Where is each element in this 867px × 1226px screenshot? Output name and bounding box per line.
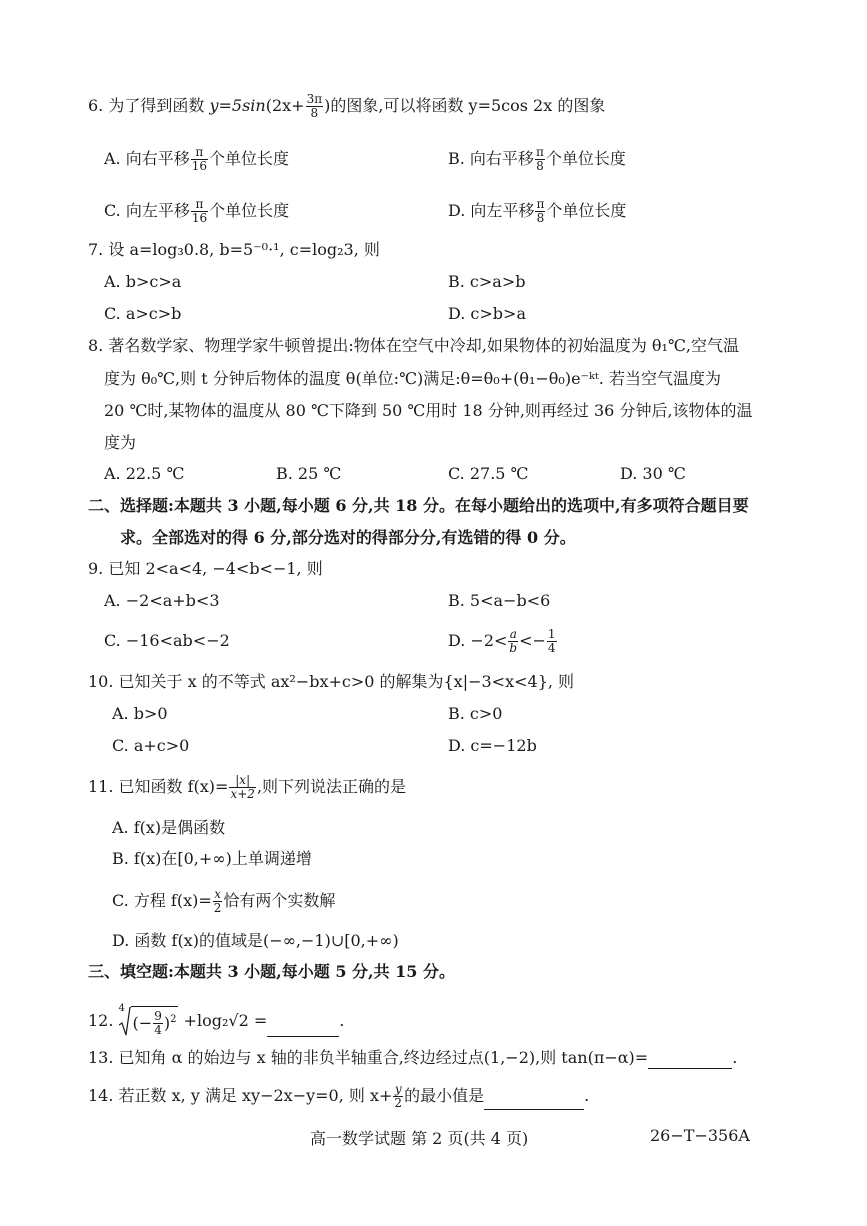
- q11-c-post: 恰有两个实数解: [223, 891, 336, 910]
- q8-line-2: 度为 θ₀℃,则 t 分钟后物体的温度 θ(单位:℃)满足:θ=θ₀+(θ₁−θ₀)e⁻ᵏᵗ. 若当空气温度为: [104, 369, 721, 388]
- q12-radicand: [131, 1006, 179, 1037]
- q13-stem-text: 13. 已知角 α 的始边与 x 轴的非负半轴重合,终边经过点(1,−2),则 tan(π−α)=: [88, 1048, 649, 1067]
- q12-root-index: 4: [118, 1003, 125, 1014]
- q6-stem: [88, 93, 605, 120]
- q14-den: 2: [394, 1096, 403, 1110]
- q12-exponent: 2: [170, 1014, 177, 1025]
- q9-d-mid: <−: [519, 631, 546, 650]
- q11-stem-post: ,则下列说法正确的是: [256, 777, 407, 796]
- q11-c-num: x: [214, 887, 221, 901]
- q11-stem: [88, 774, 406, 801]
- page-footer: 高一数学试题 第 2 页(共 4 页): [310, 1129, 529, 1148]
- q11-frac-den: x+2: [230, 787, 255, 801]
- section-2-heading-cont: 求。全部选对的得 6 分,部分选对的得部分分,有选错的得 0 分。: [120, 528, 576, 547]
- q6-a-num: π: [191, 146, 208, 160]
- q6-b-den: 8: [536, 159, 544, 173]
- q9-d-frac-2: [547, 628, 557, 655]
- q14-stem-pre: 14. 若正数 x, y 满足 xy−2x−y=0, 则 x+: [88, 1086, 393, 1105]
- q11-option-d: D. 函数 f(x)的值域是(−∞,−1)∪[0,+∞): [112, 931, 399, 950]
- q6-c-frac: [191, 198, 208, 225]
- q6-fraction: [306, 93, 324, 120]
- q11-c-pre: C. 方程 f(x)=: [112, 891, 212, 910]
- q6-func: y=5sin: [209, 96, 266, 115]
- q11-option-c: [112, 888, 335, 915]
- q6-option-a: [104, 146, 289, 173]
- q9-d-num-1: a: [509, 627, 517, 641]
- q10-option-d: D. c=−12b: [448, 736, 537, 755]
- q10-option-c: C. a+c>0: [112, 736, 190, 755]
- q6-c-pre: C. 向左平移: [104, 201, 190, 220]
- q7-option-d: D. c>b>a: [448, 304, 526, 323]
- q6-d-num: π: [536, 197, 545, 211]
- q8-option-b: B. 25 ℃: [276, 464, 342, 483]
- q10-stem: 10. 已知关于 x 的不等式 ax²−bx+c>0 的解集为{x|−3<x<4}, 则: [88, 672, 575, 691]
- q12-inner-pre: (−: [132, 1013, 153, 1033]
- q6-option-d: [448, 198, 626, 225]
- q13-answer-blank[interactable]: [648, 1050, 732, 1069]
- q9-d-frac-1: [508, 628, 518, 655]
- q12-stem: 12. 4 (− $\frac{9}{4}$ )$^2$ +log₂√2 = .: [88, 1006, 344, 1036]
- q13-end: .: [732, 1048, 738, 1067]
- q6-b-pre: B. 向右平移: [448, 149, 534, 168]
- q6-b-num: π: [535, 145, 544, 159]
- q7-option-b: B. c>a>b: [448, 272, 526, 291]
- q9-d-den-1: b: [509, 641, 518, 655]
- q6-stem-tail: )的图象,可以将函数 y=5cos 2x 的图象: [324, 96, 606, 115]
- q14-answer-blank[interactable]: [484, 1091, 584, 1110]
- q11-fraction: [229, 774, 255, 801]
- q8-option-a: A. 22.5 ℃: [104, 464, 185, 483]
- q6-b-post: 个单位长度: [545, 149, 626, 168]
- q9-d-pre: D. −2<: [448, 631, 508, 650]
- q8-line-4: 度为: [104, 433, 137, 452]
- q8-option-c: C. 27.5 ℃: [448, 464, 529, 483]
- q11-c-den: 2: [213, 901, 222, 915]
- q10-option-b: B. c>0: [448, 704, 503, 723]
- q6-frac-num: 3π: [306, 92, 323, 106]
- q14-end: .: [584, 1086, 590, 1105]
- section-3-heading: 三、填空题:本题共 3 小题,每小题 5 分,共 15 分。: [88, 962, 456, 981]
- q7-stem: 7. 设 a=log₃0.8, b=5⁻⁰·¹, c=log₂3, 则: [88, 240, 380, 259]
- section-2-heading: 二、选择题:本题共 3 小题,每小题 6 分,共 18 分。在每小题给出的选项中,有多项符合题目要: [88, 496, 749, 515]
- q6-d-frac: [535, 198, 545, 225]
- q6-arg: (2x+: [265, 96, 305, 115]
- q9-d-num-2: 1: [547, 627, 556, 641]
- q9-option-b: B. 5<a−b<6: [448, 591, 551, 610]
- q8-option-d: D. 30 ℃: [620, 464, 686, 483]
- q9-option-c: C. −16<ab<−2: [104, 631, 230, 650]
- q14-stem-post: 的最小值是: [404, 1086, 485, 1105]
- q8-line-3: 20 ℃时,某物体的温度从 80 ℃下降到 50 ℃用时 18 分钟,则再经过 36 分钟后,该物体的温: [104, 401, 753, 420]
- q14-stem: [88, 1083, 589, 1110]
- q6-option-c: [104, 198, 289, 225]
- q6-option-b: [448, 146, 626, 173]
- q11-stem-pre: 11. 已知函数 f(x)=: [88, 777, 229, 796]
- q9-option-d: [448, 628, 558, 655]
- q11-option-b: B. f(x)在[0,+∞)上单调递增: [112, 849, 312, 868]
- q6-c-den: 16: [191, 211, 208, 225]
- q9-option-a: A. −2<a+b<3: [104, 591, 220, 610]
- q11-frac-num: |x|: [229, 774, 255, 788]
- q12-answer-blank[interactable]: [267, 1018, 339, 1037]
- q12-num: 9: [154, 1009, 162, 1024]
- q13-stem: [88, 1047, 737, 1069]
- q6-d-pre: D. 向左平移: [448, 201, 535, 220]
- q12-number: 12.: [88, 1011, 114, 1031]
- q6-frac-den: 8: [310, 106, 319, 120]
- q12-radical: [118, 1003, 179, 1038]
- q12-inner-post: ): [163, 1013, 171, 1033]
- q14-num: y: [394, 1082, 402, 1096]
- q10-option-a: A. b>0: [112, 704, 168, 723]
- q8-line-1: 8. 著名数学家、物理学家牛顿曾提出:物体在空气中冷却,如果物体的初始温度为 θ₁℃,空气温: [88, 336, 739, 355]
- q9-d-den-2: 4: [547, 641, 556, 655]
- paper-code: 26−T−356A: [650, 1126, 750, 1145]
- q11-c-frac: [213, 888, 223, 915]
- q11-option-a: A. f(x)是偶函数: [112, 818, 226, 837]
- q7-option-a: A. b>c>a: [104, 272, 182, 291]
- q6-a-den: 16: [191, 159, 208, 173]
- q14-frac: [393, 1083, 403, 1110]
- q9-stem: 9. 已知 2<a<4, −4<b<−1, 则: [88, 559, 323, 578]
- q6-a-frac: [191, 146, 208, 173]
- q6-d-den: 8: [536, 211, 545, 225]
- q6-a-pre: A. 向右平移: [104, 149, 190, 168]
- q6-d-post: 个单位长度: [546, 201, 627, 220]
- q6-c-num: π: [191, 198, 208, 212]
- q12-tail: +log₂√2 =: [183, 1011, 268, 1031]
- q12-frac: [153, 1010, 163, 1037]
- q6-c-post: 个单位长度: [209, 201, 290, 220]
- q6-stem-text: 6. 为了得到函数: [88, 96, 210, 115]
- q12-den: 4: [154, 1023, 162, 1038]
- q6-a-post: 个单位长度: [209, 149, 290, 168]
- q6-b-frac: [535, 146, 545, 173]
- q7-option-c: C. a>c>b: [104, 304, 182, 323]
